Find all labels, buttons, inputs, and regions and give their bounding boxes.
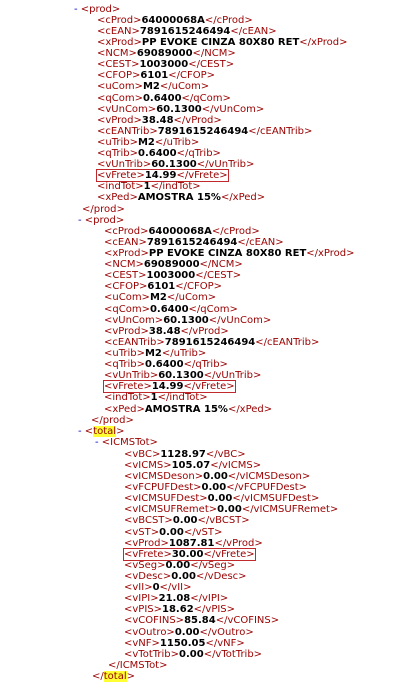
xml-element	[97, 181, 201, 192]
xml-element	[124, 538, 263, 549]
xml-open-tag: <vICMSUFRemet>	[124, 504, 218, 515]
xml-open-tag: <xPed>	[104, 404, 145, 415]
xml-close-tag: </vII>	[159, 582, 192, 593]
xml-element	[124, 527, 222, 538]
xml-close-tag: </vSeg>	[190, 560, 236, 571]
xml-value: 30.00	[171, 549, 204, 560]
xml-value: AMOSTRA 15%	[137, 192, 221, 203]
xml-element	[124, 604, 235, 615]
xml-element	[124, 571, 247, 582]
xml-close-tag: </vST>	[183, 527, 223, 538]
xml-close-tag: </cEAN>	[230, 26, 277, 37]
xml-close-tag: </vUnTrib>	[196, 159, 255, 170]
xml-close-tag: </vICMSUFDest>	[232, 493, 320, 504]
xml-close-tag: </CEST>	[188, 59, 235, 70]
xml-element	[124, 615, 279, 626]
xml-element	[104, 226, 260, 237]
xml-element	[97, 126, 312, 137]
xml-value: M2	[144, 348, 162, 359]
xml-element	[124, 504, 338, 515]
xml-open-tag: <vProd>	[104, 326, 149, 337]
xml-value: 60.1300	[163, 315, 209, 326]
xml-open-tag: <vFCPUFDest>	[124, 482, 202, 493]
xml-close-tag: </xPed>	[227, 404, 273, 415]
xml-close-tag: </vTotTrib>	[203, 649, 263, 660]
xml-element	[97, 104, 264, 115]
xml-open-tag: <vBC>	[124, 449, 161, 460]
xml-open-tag: <uTrib>	[104, 348, 145, 359]
xml-open-tag: <uTrib>	[97, 137, 138, 148]
xml-open-tag: <CEST>	[104, 270, 147, 281]
xml-open-tag: <prod>	[84, 215, 125, 226]
xml-value: 0.6400	[149, 304, 189, 315]
xml-element	[104, 370, 261, 381]
xml-node-line	[92, 671, 135, 683]
xml-element	[97, 93, 231, 104]
xml-close-tag: </CFOP>	[175, 281, 223, 292]
xml-close-tag: </vCOFINS>	[215, 615, 280, 626]
xml-open-tag: <vPIS>	[124, 604, 163, 615]
xml-element-uCom	[97, 81, 209, 93]
xml-open-tag: <xProd>	[104, 248, 149, 259]
xml-value: 14.99	[144, 170, 177, 181]
xml-element-vCOFINS	[124, 615, 279, 627]
xml-element	[124, 627, 254, 638]
xml-element	[97, 148, 221, 159]
xml-element	[104, 270, 241, 281]
xml-close-tag: </vICMS>	[210, 460, 262, 471]
xml-value: 69089000	[136, 48, 193, 59]
xml-open-tag: <vUnTrib>	[97, 159, 152, 170]
xml-value: 0.00	[217, 504, 242, 515]
xml-open-tag: <vNF>	[124, 638, 160, 649]
xml-close-tag: </vFrete>	[203, 549, 255, 560]
xml-close-tag: </vUnCom>	[201, 104, 265, 115]
xml-element	[124, 482, 307, 493]
xml-open-tag: <vICMSDeson>	[124, 471, 204, 482]
xml-close-tag: </uCom>	[166, 292, 217, 303]
xml-open-tag: <vUnTrib>	[104, 370, 159, 381]
xml-value: 6101	[147, 281, 176, 292]
xml-value: 0.00	[174, 627, 200, 638]
xml-close-tag: </xProd>	[306, 248, 355, 259]
xml-close-tag: </uCom>	[159, 81, 210, 92]
collapse-toggle[interactable]: -	[74, 4, 81, 15]
highlight-box	[104, 381, 235, 392]
xml-open-tag: <vDesc>	[124, 571, 172, 582]
xml-open-tag: <vFrete>	[124, 549, 172, 560]
xml-open-tag: <uCom>	[104, 292, 150, 303]
xml-close-tag: </vProd>	[214, 538, 263, 549]
xml-close-tag: </vDesc>	[195, 571, 247, 582]
xml-value: 38.48	[148, 326, 181, 337]
xml-open-tag: <vUnCom>	[97, 104, 157, 115]
xml-value: 0.6400	[142, 93, 182, 104]
xml-close-tag: </xProd>	[299, 37, 348, 48]
xml-close-tag: </prod>	[82, 204, 125, 215]
xml-open-tag: <vFrete>	[104, 381, 152, 392]
xml-tag-bracket: >	[116, 426, 125, 437]
xml-close-tag: </NCM>	[192, 48, 236, 59]
xml-value: 1150.05	[159, 638, 206, 649]
xml-element	[104, 348, 206, 359]
xml-value: M2	[137, 137, 155, 148]
xml-open-tag: <CFOP>	[104, 281, 148, 292]
xml-value: 0.00	[179, 649, 204, 660]
xml-open-tag: <prod>	[80, 4, 121, 15]
xml-value: 64000068A	[148, 226, 212, 237]
xml-open-tag: <vBCST>	[124, 515, 173, 526]
xml-element	[97, 81, 209, 92]
xml-element	[97, 159, 254, 170]
xml-open-tag: <cProd>	[104, 226, 149, 237]
highlighted-tag-name: total	[93, 426, 117, 437]
xml-close-tag: </ICMSTot>	[108, 660, 168, 671]
xml-close-tag: </vBCST>	[197, 515, 250, 526]
xml-close-tag: </qCom>	[181, 93, 231, 104]
xml-element	[124, 649, 262, 660]
xml-open-tag: <qCom>	[104, 304, 150, 315]
xml-element	[97, 15, 253, 26]
xml-element-vBCST	[124, 515, 250, 527]
xml-element	[104, 248, 355, 259]
xml-open-tag: <CFOP>	[97, 70, 141, 81]
xml-value: 0.00	[165, 560, 191, 571]
xml-node-line	[95, 437, 158, 449]
xml-element	[124, 449, 246, 460]
xml-close-tag: </indTot>	[150, 181, 201, 192]
xml-value: 7891615246494	[146, 237, 238, 248]
xml-value: 69089000	[143, 259, 200, 270]
xml-value: 60.1300	[158, 370, 204, 381]
xml-close-tag: </indTot>	[157, 392, 208, 403]
xml-tag-bracket: >	[126, 671, 136, 682]
xml-close-tag: </vICMSDeson>	[227, 471, 311, 482]
xml-value: 0.00	[207, 493, 233, 504]
xml-open-tag: <vIPI>	[124, 593, 159, 604]
xml-element	[104, 281, 222, 292]
xml-element	[97, 137, 199, 148]
xml-open-tag: <vProd>	[124, 538, 169, 549]
xml-open-tag: <vII>	[124, 582, 153, 593]
xml-close-tag: </vUnTrib>	[203, 370, 262, 381]
xml-value: 0	[152, 582, 160, 593]
xml-element	[104, 337, 319, 348]
xml-value: 1087.81	[168, 538, 215, 549]
xml-open-tag: <ICMSTot>	[101, 437, 158, 448]
xml-close-tag: </prod>	[91, 415, 134, 426]
xml-close-tag: </vBC>	[205, 449, 246, 460]
xml-tag-bracket: <	[84, 426, 94, 437]
xml-close-tag: </vPIS>	[193, 604, 236, 615]
xml-open-tag: <vST>	[124, 527, 160, 538]
xml-value: 1128.97	[160, 449, 206, 460]
xml-element	[97, 26, 277, 37]
xml-open-tag: <NCM>	[104, 259, 144, 270]
xml-open-tag: <cEAN>	[104, 237, 147, 248]
xml-close-tag: </vNF>	[205, 638, 245, 649]
xml-element	[124, 460, 261, 471]
xml-close-tag: </vProd>	[180, 326, 229, 337]
xml-open-tag: <NCM>	[97, 48, 137, 59]
xml-open-tag: <vSeg>	[124, 560, 166, 571]
xml-open-tag: <vTotTrib>	[124, 649, 179, 660]
xml-close-tag: </cEANTrib>	[248, 126, 313, 137]
xml-element	[97, 192, 265, 203]
xml-open-tag: <xProd>	[97, 37, 142, 48]
xml-value: 1	[143, 181, 151, 192]
xml-value: 60.1300	[151, 159, 197, 170]
xml-element	[124, 582, 192, 593]
xml-element	[124, 471, 310, 482]
xml-close-tag: </vFrete>	[183, 381, 235, 392]
xml-element-xPed	[97, 192, 265, 204]
xml-value: 38.48	[141, 115, 174, 126]
xml-close-tag: </NCM>	[199, 259, 243, 270]
xml-open-tag: <uCom>	[97, 81, 143, 92]
xml-element	[104, 404, 272, 415]
xml-element	[104, 304, 238, 315]
xml-value: 0.00	[201, 482, 227, 493]
xml-open-tag: <vFrete>	[97, 170, 145, 181]
xml-open-tag: <qCom>	[97, 93, 143, 104]
xml-value: 85.84	[184, 615, 216, 626]
xml-value: 105.07	[171, 460, 211, 471]
xml-close-tag: </vIPI>	[190, 593, 229, 604]
xml-value: 0.6400	[144, 359, 184, 370]
xml-close-tag: </cEANTrib>	[255, 337, 320, 348]
xml-value: 1003000	[139, 59, 189, 70]
xml-value: 0.00	[171, 571, 196, 582]
xml-element	[104, 237, 284, 248]
xml-element	[104, 326, 229, 337]
xml-open-tag: <vOutro>	[124, 627, 175, 638]
xml-value: 7891615246494	[139, 26, 231, 37]
xml-open-tag: <qTrib>	[104, 359, 145, 370]
xml-value: 14.99	[151, 381, 184, 392]
xml-value: 6101	[140, 70, 169, 81]
xml-element	[97, 37, 348, 48]
xml-value: 18.62	[162, 604, 194, 615]
xml-close-tag: </vICMSUFRemet>	[241, 504, 339, 515]
xml-close-tag: </vOutro>	[199, 627, 254, 638]
highlighted-tag-name: total	[103, 671, 127, 682]
collapse-toggle[interactable]: -	[78, 215, 85, 226]
xml-value: M2	[149, 292, 167, 303]
xml-value: 60.1300	[156, 104, 202, 115]
xml-close-tag: </cProd>	[211, 226, 260, 237]
xml-open-tag: <vProd>	[97, 115, 142, 126]
xml-value: 64000068A	[141, 15, 205, 26]
xml-value: 0.6400	[137, 148, 177, 159]
xml-open-tag: <cEAN>	[97, 26, 140, 37]
xml-close-tag: </cProd>	[204, 15, 253, 26]
xml-value: 1	[150, 392, 158, 403]
xml-close-tag: </vFrete>	[176, 170, 228, 181]
xml-open-tag: <indTot>	[97, 181, 144, 192]
xml-element	[124, 493, 319, 504]
xml-tag-bracket: </	[92, 671, 104, 682]
highlight-box	[124, 549, 255, 560]
xml-close-tag: </qCom>	[188, 304, 238, 315]
xml-element	[97, 70, 215, 81]
xml-close-tag: </CEST>	[195, 270, 242, 281]
xml-open-tag: <xPed>	[97, 192, 138, 203]
xml-element	[124, 515, 250, 526]
xml-close-tag: </vUnCom>	[208, 315, 272, 326]
xml-value: 0.00	[172, 515, 198, 526]
xml-value: 7891615246494	[164, 337, 256, 348]
xml-open-tag: <vICMS>	[124, 460, 172, 471]
xml-value: PP EVOKE CINZA 80X80 RET	[141, 37, 300, 48]
xml-open-tag: <vUnCom>	[104, 315, 164, 326]
xml-value: 0.00	[159, 527, 184, 538]
xml-close-tag: </vProd>	[173, 115, 222, 126]
xml-close-tag: </uTrib>	[161, 348, 207, 359]
xml-value: 21.08	[158, 593, 191, 604]
xml-element	[97, 59, 234, 70]
xml-close-tag: </CFOP>	[168, 70, 216, 81]
xml-element	[104, 315, 271, 326]
xml-close-tag: </uTrib>	[154, 137, 200, 148]
xml-element	[124, 560, 235, 571]
xml-element-uCom	[104, 292, 216, 304]
xml-element	[104, 392, 208, 403]
xml-close-tag: </cEAN>	[237, 237, 284, 248]
collapse-toggle[interactable]: -	[95, 437, 102, 448]
xml-value: PP EVOKE CINZA 80X80 RET	[148, 248, 307, 259]
xml-open-tag: <qTrib>	[97, 148, 138, 159]
xml-close-tag: </vFCPUFDest>	[226, 482, 308, 493]
xml-element	[124, 593, 228, 604]
xml-value: 0.00	[203, 471, 228, 482]
xml-open-tag: <cEANTrib>	[97, 126, 158, 137]
xml-element	[97, 48, 236, 59]
xml-open-tag: <indTot>	[104, 392, 151, 403]
xml-value: AMOSTRA 15%	[144, 404, 228, 415]
xml-element-indTot	[104, 392, 208, 404]
xml-open-tag: <vICMSUFDest>	[124, 493, 208, 504]
xml-element	[104, 292, 216, 303]
xml-element	[104, 259, 243, 270]
xml-close-tag: </qTrib>	[183, 359, 228, 370]
xml-close-tag: </qTrib>	[176, 148, 221, 159]
collapse-toggle[interactable]: -	[78, 426, 85, 437]
xml-open-tag: <CEST>	[97, 59, 140, 70]
xml-close-tag: </xPed>	[220, 192, 266, 203]
xml-value: 7891615246494	[157, 126, 249, 137]
highlight-box	[97, 170, 228, 181]
xml-value: 1003000	[146, 270, 196, 281]
xml-value: M2	[142, 81, 160, 92]
xml-open-tag: <vCOFINS>	[124, 615, 185, 626]
xml-open-tag: <cProd>	[97, 15, 142, 26]
xml-element	[104, 359, 228, 370]
xml-open-tag: <cEANTrib>	[104, 337, 165, 348]
xml-element	[124, 638, 245, 649]
xml-element	[97, 115, 222, 126]
